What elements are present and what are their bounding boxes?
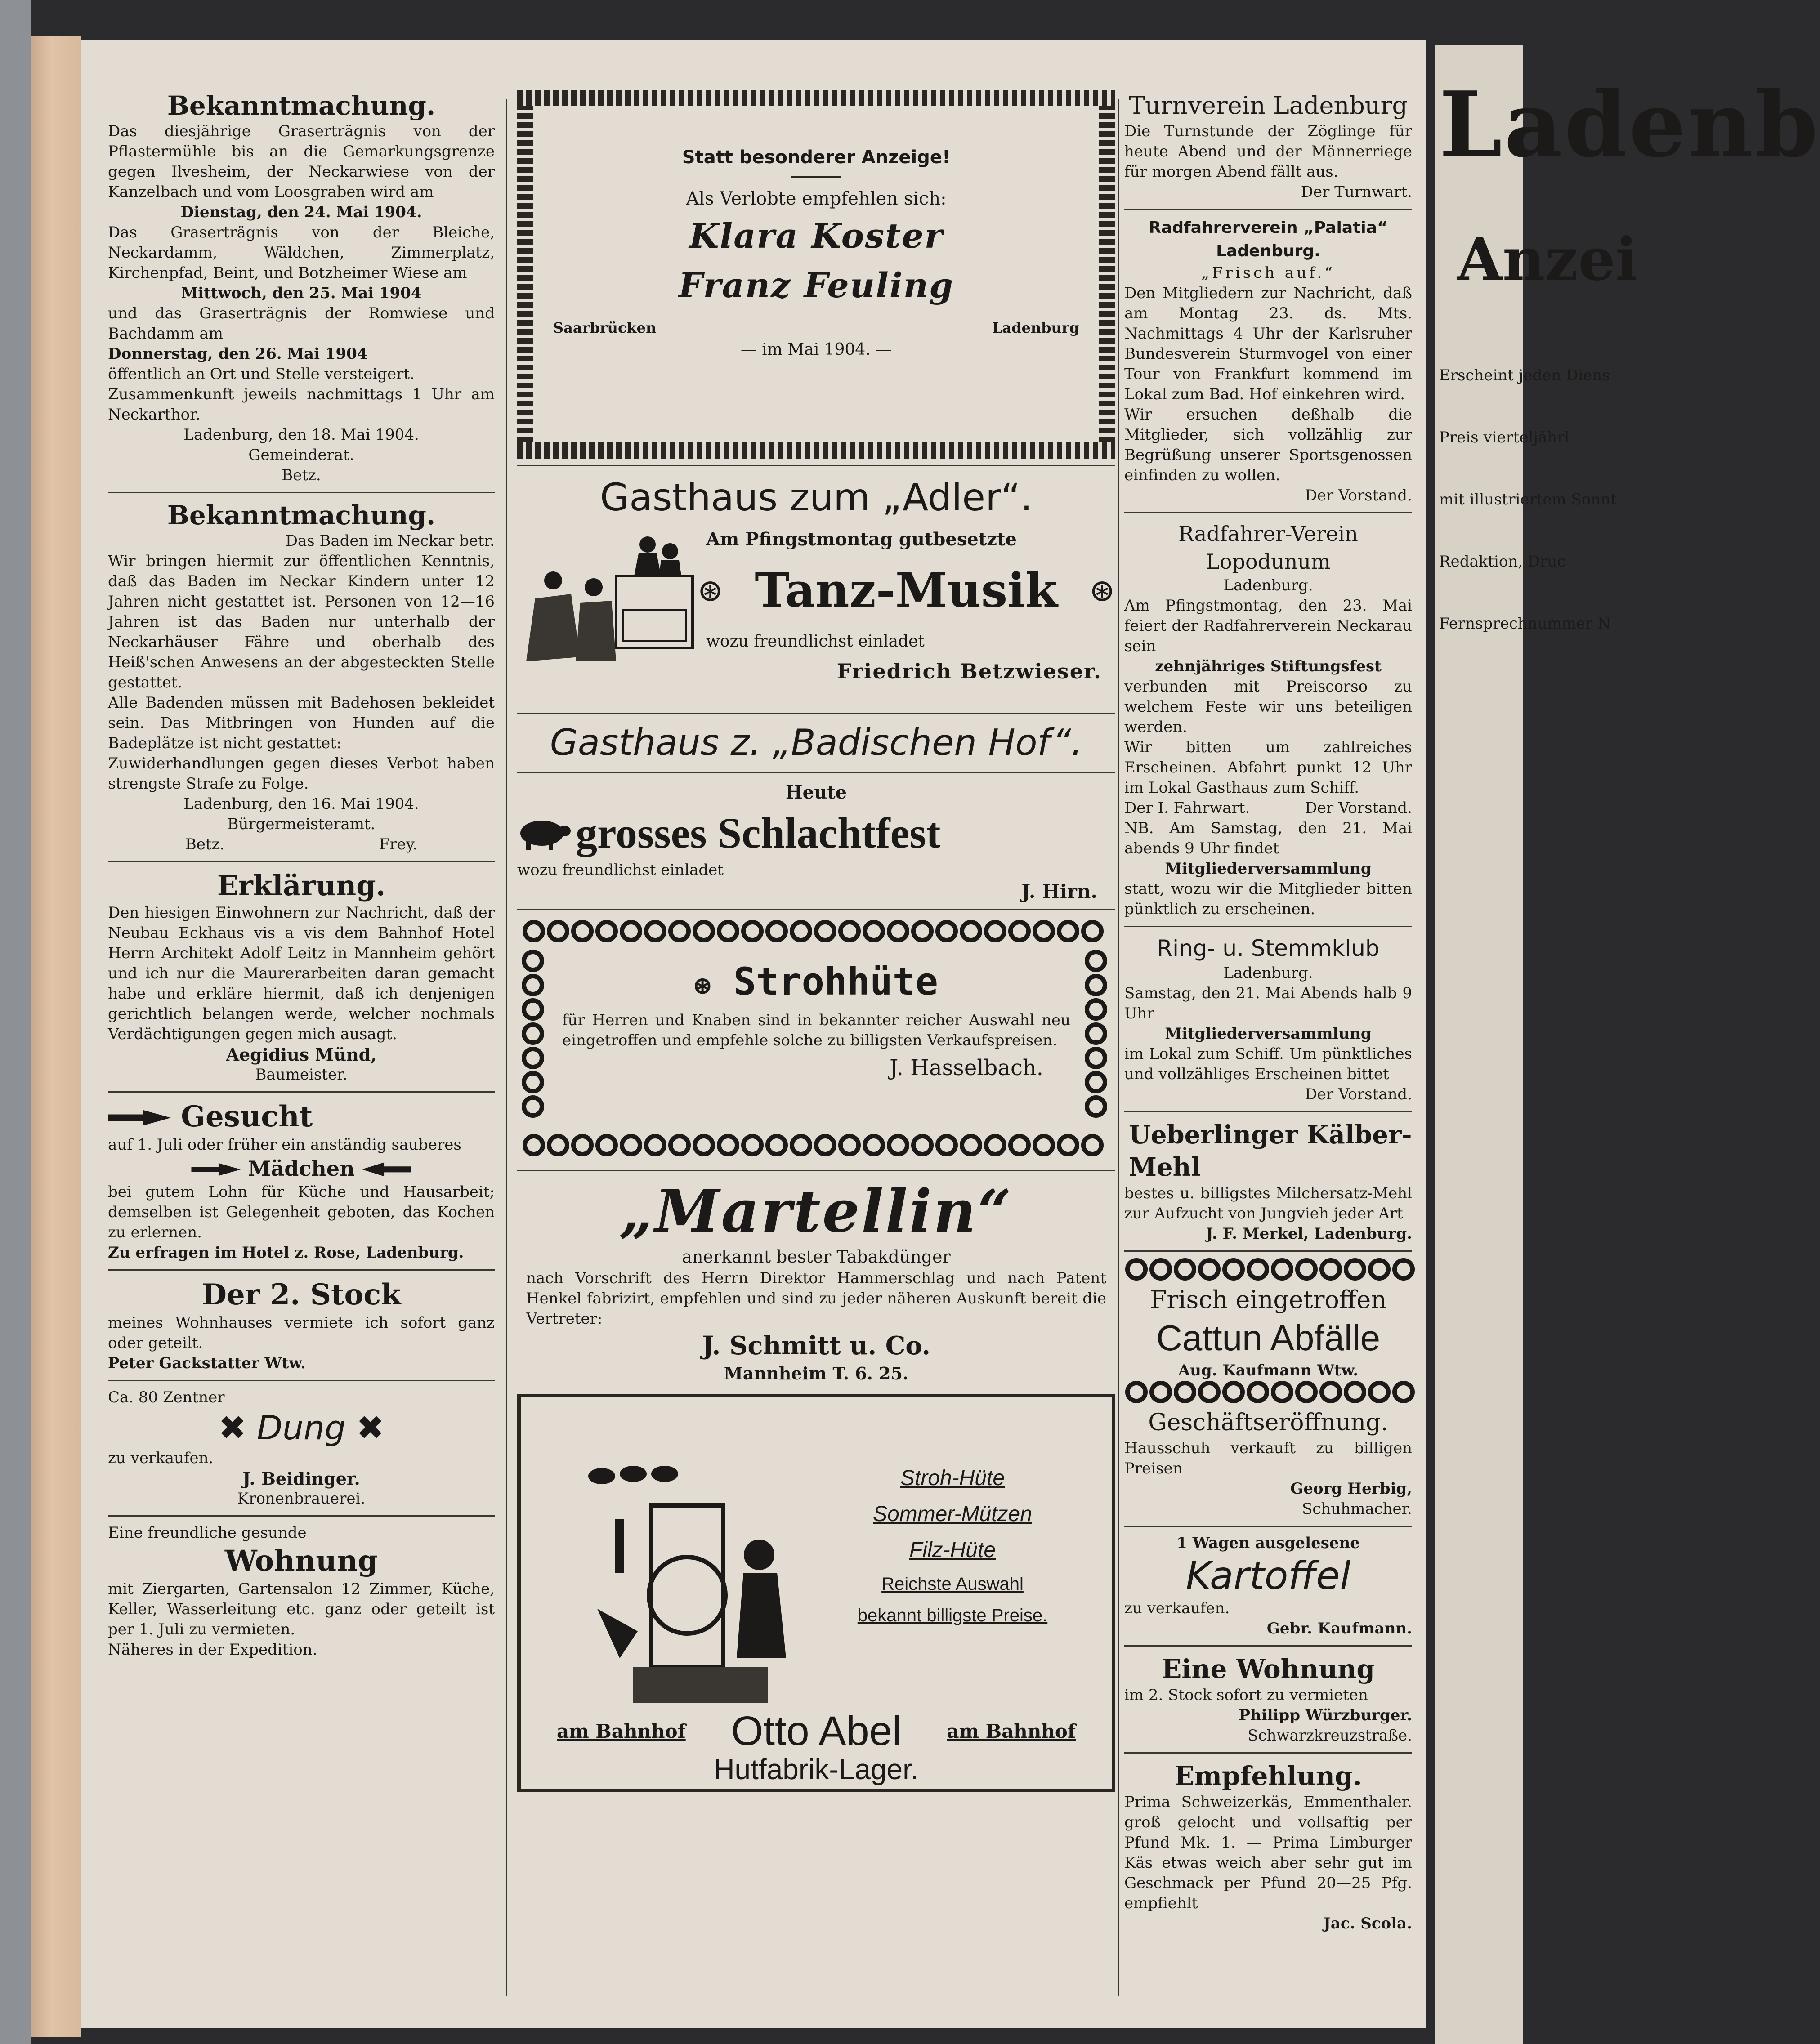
ad-title: Gesucht <box>181 1100 313 1134</box>
divider <box>1124 1250 1412 1252</box>
divider <box>1124 926 1412 927</box>
hutfabrik-location: am Bahnhof <box>557 1720 686 1742</box>
column-rule <box>506 99 507 1996</box>
ad-body: Zuwiderhandlungen gegen dieses Verbot haben strengste Strafe zu Folge. <box>108 754 495 793</box>
page-edge <box>31 36 81 2037</box>
ad-body: Den hiesigen Einwohnern zur Nachricht, daß der Neubau Eckhaus vis a vis dem Bahnhof Hotel Herrn Architekt Adolf Leitz in Mannheim gehört und ich nur die Maurerarbeiten daran gemacht habe und erkläre hiermit, daß ich denjenigen gerichtlich belangen werde, welcher nochmals Verdächtigungen gegen mich ausagt. <box>108 904 495 1043</box>
ad-title: Der 2. Stock <box>201 1278 401 1312</box>
ad-bekanntmachung-baden <box>108 500 495 855</box>
ad-name: Jac. Scola. <box>1323 1915 1412 1932</box>
ad-signature: Betz. <box>282 466 321 484</box>
ad-geschaeft <box>1124 1407 1412 1519</box>
ad-hutfabrik <box>517 1394 1115 1792</box>
ad-dung <box>108 1388 495 1509</box>
rule <box>791 176 841 178</box>
adjacent-line: Fernsprechnummer N <box>1439 615 1611 633</box>
ad-contact: Zu erfragen im Hotel z. Rose, Ladenburg. <box>108 1244 464 1262</box>
ad-headline: Strohhüte <box>733 960 938 1004</box>
ad-body: auf 1. Juli oder früher ein anständig sauberes <box>108 1136 461 1154</box>
engagement-place: Ladenburg <box>992 319 1079 336</box>
ad-title: Gasthaus zum „Adler“. <box>600 475 1033 519</box>
column-rule <box>1118 99 1119 1996</box>
strohhuete-content <box>562 957 1070 1080</box>
ad-name: J. Hasselbach. <box>890 1055 1043 1080</box>
ad-headline: grosses Schlachtfest <box>576 809 941 857</box>
ad-place: Kronenbrauerei. <box>237 1490 366 1508</box>
ad-body: nach Vorschrift des Herrn Direktor Hammerschlag und nach Patent Henkel fabrizirt, empfehlen und sind zu jeder näheren Auskunft bereit die Vertreter: <box>526 1269 1106 1328</box>
ad-place: Ladenburg. <box>1223 576 1313 594</box>
ad-wohnung <box>108 1523 495 1660</box>
ad-title: Dung <box>257 1409 346 1447</box>
divider <box>517 909 1115 910</box>
ad-invite: wozu freundlichst einladet <box>706 632 925 651</box>
cross-icon: ✖ <box>356 1409 385 1447</box>
ring-border <box>1124 1258 1412 1284</box>
ad-date: Mittwoch, den 25. Mai 1904 <box>181 284 422 302</box>
divider <box>1124 1645 1412 1647</box>
ad-item-row <box>108 1155 495 1182</box>
ornamental-border <box>517 106 533 442</box>
hutfabrik-item: Stroh-Hüte <box>900 1466 1005 1490</box>
ad-body: zu verkaufen. <box>108 1449 214 1467</box>
pointing-hand-icon <box>191 1161 241 1179</box>
ad-kaelbermehl <box>1124 1119 1412 1244</box>
ad-date: Dienstag, den 24. Mai 1904. <box>180 203 422 221</box>
ad-signature: Der Turnwart. <box>1301 183 1412 201</box>
ad-body: bestes u. billigstes Milchersatz-Mehl zur Aufzucht von Jungvieh jeder Art <box>1124 1184 1412 1223</box>
adjacent-line: Erscheint jeden Diens <box>1439 366 1610 384</box>
ad-signature: Der Vorstand. <box>1305 486 1412 504</box>
divider <box>1124 1526 1412 1527</box>
ad-turnverein <box>1124 90 1412 202</box>
ad-event: Mitgliederversammlung <box>1165 1025 1372 1043</box>
ad-role: Schuhmacher. <box>1302 1500 1412 1518</box>
ad-title: Kartoffel <box>1185 1553 1351 1598</box>
ad-event: Mitgliederversammlung <box>1165 860 1372 878</box>
ad-place-date: Ladenburg, den 18. Mai 1904. <box>183 426 419 444</box>
divider <box>108 1269 495 1271</box>
divider <box>517 1170 1115 1171</box>
ad-signature: Der I. Fahrwart. <box>1124 799 1250 817</box>
divider <box>517 772 1115 773</box>
ad-title-row <box>108 1408 495 1448</box>
divider <box>108 1515 495 1517</box>
ad-body: verbunden mit Preiscorso zu welchem Feste wir uns beteiligen werden. <box>1124 678 1412 736</box>
ad-name: Aegidius Münd, <box>226 1044 377 1065</box>
ring-border <box>522 920 1111 946</box>
column-1 <box>108 90 495 1660</box>
ad-authority: Gemeinderat. <box>248 446 354 464</box>
ring-border <box>522 1134 1111 1160</box>
ad-signatures <box>1124 798 1412 818</box>
ad-invite: wozu freundlichst einladet <box>517 861 724 879</box>
ring-border <box>522 948 548 1132</box>
ad-lead: 1 Wagen ausgelesene <box>1176 1534 1360 1552</box>
ad-motto: „Frisch auf.“ <box>1201 264 1335 282</box>
ad-name: J. Hirn. <box>1021 880 1097 902</box>
ad-body: zu verkaufen. <box>1124 1599 1230 1617</box>
ad-badischer-hof <box>517 720 1115 902</box>
adjacent-subhead: Anzei <box>1457 225 1638 294</box>
divider <box>1124 1752 1412 1754</box>
ad-body: Samstag, den 21. Mai Abends halb 9 Uhr <box>1124 984 1412 1022</box>
pointing-hand-icon <box>362 1160 411 1180</box>
adjacent-lines <box>1439 324 1617 675</box>
ad-title: Ring- u. Stemmklub <box>1157 935 1380 961</box>
divider <box>108 861 495 862</box>
ornament-icon: ⊛ <box>1089 571 1115 609</box>
ad-bekanntmachung-gras <box>108 90 495 486</box>
ad-erklaerung <box>108 869 495 1085</box>
ad-body: Die Turnstunde der Zöglinge für heute Abend und der Männerriege für morgen Abend fällt aus. <box>1124 122 1412 181</box>
ad-title-row <box>108 1099 495 1135</box>
ad-headline: Tanz-Musik <box>755 562 1058 618</box>
ring-border <box>1085 948 1111 1132</box>
ad-contact: Näheres in der Expedition. <box>108 1641 317 1659</box>
ad-title: Ueberlinger Kälber-Mehl <box>1129 1120 1412 1182</box>
ad-body: Das diesjährige Graserträgnis von der Pflastermühle bis an die Gemarkungsgrenze gegen Ilvesheim, der Neckarwiese von der Kanzelbach und vom Loosgraben wird am <box>108 122 495 201</box>
ad-name: J. F. Merkel, Ladenburg. <box>1206 1225 1412 1243</box>
ad-amount: Ca. 80 Zentner <box>108 1388 225 1406</box>
ad-body: Zusammenkunft jeweils nachmittags 1 Uhr am Neckarthor. <box>108 385 495 424</box>
ad-body: Am Pfingstmontag, den 23. Mai feiert der Radfahrerverein Neckarau sein <box>1124 597 1412 655</box>
ad-body: Wir bitten um zahlreiches Erscheinen. Abfahrt punkt 12 Uhr im Lokal Gasthaus zum Schiff. <box>1124 738 1412 797</box>
ad-empfehlung <box>1124 1760 1412 1934</box>
ad-title: Empfehlung. <box>1174 1761 1362 1791</box>
ad-title: Radfahrer-Verein Lopodunum <box>1178 522 1358 574</box>
ad-lopodunum <box>1124 520 1412 919</box>
ad-place-date: Ladenburg, den 16. Mai 1904. <box>183 795 419 813</box>
ad-body: Alle Badenden müssen mit Badehosen bekleidet sein. Das Mitbringen von Hunden auf die Badeplätze ist nicht gestattet: <box>108 694 495 752</box>
ad-signature: Der Vorstand. <box>1305 799 1412 817</box>
ad-cattun <box>1124 1258 1412 1407</box>
ad-headline-row <box>562 957 1070 1010</box>
ad-title: Gasthaus z. „Badischen Hof“. <box>550 722 1083 763</box>
divider <box>1124 1111 1412 1112</box>
ad-name: Friedrich Betzwieser. <box>836 659 1102 683</box>
ad-gesucht <box>108 1099 495 1263</box>
ad-signature: Betz. <box>185 835 225 853</box>
ad-martellin <box>517 1178 1115 1385</box>
ad-authority: Bürgermeisteramt. <box>227 815 376 833</box>
engagement-head: Statt besonderer Anzeige! <box>682 147 951 168</box>
ad-body: im Lokal zum Schiff. Um pünktliches und vollzähliges Erscheinen bittet <box>1124 1045 1412 1083</box>
ad-verlobung <box>517 90 1115 459</box>
ad-signature: Frey. <box>379 835 418 853</box>
ad-body: Hausschuh verkauft zu billigen Preisen <box>1124 1439 1412 1477</box>
hutfabrik-line: Reichste Auswahl <box>881 1574 1024 1594</box>
pointing-hand-icon <box>108 1108 171 1130</box>
ad-title: Eine Wohnung <box>1162 1654 1375 1684</box>
hutfabrik-subtitle: Hutfabrik-Lager. <box>714 1753 919 1785</box>
ornamental-border <box>1099 106 1115 442</box>
divider <box>108 1380 495 1381</box>
divider <box>1124 512 1412 513</box>
ad-kartoffel <box>1124 1533 1412 1639</box>
ad-body: Das Graserträgnis von der Bleiche, Neckardamm, Wäldchen, Zimmerplatz, Kirchenpfad, Beint, und Botzheimer Wiese am <box>108 223 495 282</box>
engagement-content <box>553 144 1079 363</box>
ad-strohhuete <box>517 916 1115 1164</box>
hutfabrik-item: Sommer-Mützen <box>873 1502 1032 1526</box>
engagement-places <box>553 319 1079 336</box>
ad-line: Am Pfingstmontag gutbesetzte <box>706 529 1017 550</box>
engagement-place: Saarbrücken <box>553 319 657 336</box>
divider <box>517 713 1115 714</box>
ad-body: Wir ersuchen deßhalb die Mitglieder, sich vollzählig zur Begrüßung unserer Sportsgenossen einfinden zu wollen. <box>1124 406 1412 484</box>
ad-subtitle: anerkannt bester Tabakdünger <box>682 1247 951 1267</box>
engagement-date: — im Mai 1904. — <box>740 340 892 359</box>
divider <box>517 465 1115 466</box>
adjacent-masthead: Ladenb <box>1439 72 1820 178</box>
ornamental-border <box>517 90 1115 106</box>
ad-body: öffentlich an Ort und Stelle versteigert. <box>108 365 415 383</box>
ad-body: meines Wohnhauses vermiete ich sofort ganz oder geteilt. <box>108 1314 495 1352</box>
hutfabrik-item: Filz-Hüte <box>909 1538 996 1562</box>
divider <box>108 1091 495 1093</box>
ad-title: Geschäftseröffnung. <box>1148 1409 1388 1436</box>
hat-press-illustration <box>570 1460 849 1730</box>
ornament-icon: ⊛ <box>694 970 711 1001</box>
ad-body: bei gutem Lohn für Küche und Hausarbeit; demselben ist Gelegenheit geboten, das Kochen zu erlernen. <box>108 1183 495 1241</box>
ad-name: Peter Gackstatter Wtw. <box>108 1354 306 1372</box>
engaged-name: Klara Koster <box>689 216 944 256</box>
ad-wohnung-2 <box>1124 1653 1412 1746</box>
adjacent-line: mit illustriertem Sonnt <box>1439 491 1617 509</box>
ad-name: Georg Herbig, <box>1290 1480 1412 1498</box>
ad-name: J. Schmitt u. Co. <box>702 1331 931 1361</box>
ad-title: Bekanntmachung. <box>167 90 436 121</box>
divider <box>108 492 495 493</box>
ad-headline-row <box>697 562 1115 618</box>
ad-title: Turnverein Ladenburg <box>1129 91 1408 120</box>
cross-icon: ✖ <box>218 1409 246 1447</box>
ad-body: statt, wozu wir die Mitglieder bitten pünktlich zu erscheinen. <box>1124 880 1412 918</box>
column-2 <box>517 90 1115 1792</box>
ad-stemmklub <box>1124 933 1412 1105</box>
adjacent-line: Preis vierteljährl <box>1439 428 1570 446</box>
ad-body: Wir bringen hiermit zur öffentlichen Kenntnis, daß das Baden im Neckar Kindern unter 12 Jahren nicht gestattet ist. Personen von 12—16 Jahren ist das Baden nur unterhalb der Neckarhäuser Fähre und oberhalb des Heiß'schen Anwesens an der abgesteckten Stelle gestattet. <box>108 552 495 692</box>
ad-place: Mannheim T. 6. 25. <box>724 1363 909 1383</box>
ad-lead: Eine freundliche gesunde <box>108 1524 307 1542</box>
ad-signature: Der Vorstand. <box>1305 1085 1412 1103</box>
ad-lead: Frisch eingetroffen <box>1149 1285 1387 1314</box>
ad-role: Baumeister. <box>255 1066 348 1084</box>
ad-body: Den Mitgliedern zur Nachricht, daß am Montag 23. ds. Mts. Nachmittags 4 Uhr der Karlsruher Bundesverein Sturmvogel von einer Tour von Frankfurt kommend im Lokal zum Bad. Hof einkehren wird. <box>1124 284 1412 403</box>
ad-title: Bekanntmachung. <box>167 500 436 531</box>
ad-title: Erklärung. <box>217 869 386 902</box>
ad-line: Heute <box>785 782 847 803</box>
hutfabrik-location: am Bahnhof <box>947 1720 1076 1742</box>
ad-item: Mädchen <box>248 1156 355 1181</box>
book-spine <box>0 0 31 2044</box>
ad-title: Cattun Abfälle <box>1156 1318 1381 1358</box>
ad-place: Schwarzkreuzstraße. <box>1248 1727 1412 1745</box>
ad-date: Donnerstag, den 26. Mai 1904 <box>108 345 368 363</box>
ad-headline-row <box>517 806 1115 860</box>
ring-border <box>1124 1381 1412 1407</box>
hutfabrik-name-row <box>557 1708 1076 1755</box>
column-3 <box>1124 90 1412 1934</box>
ad-place: Ladenburg. <box>1223 964 1313 982</box>
ad-stock <box>108 1277 495 1374</box>
divider <box>1124 209 1412 210</box>
adjacent-page <box>1435 45 1820 2044</box>
ad-name: J. Beidinger. <box>242 1468 360 1489</box>
ad-body: für Herren und Knaben sind in bekannter reicher Auswahl neu eingetroffen und empfehle solche zu billigsten Verkaufspreisen. <box>562 1011 1070 1049</box>
hutfabrik-line: bekannt billigste Preise. <box>857 1606 1048 1625</box>
pig-icon <box>517 815 571 851</box>
ad-title: Wohnung <box>224 1544 378 1578</box>
ad-palatia <box>1124 216 1412 506</box>
ad-body: und das Graserträgnis der Romwiese und Bachdamm am <box>108 304 495 343</box>
ad-body: im 2. Stock sofort zu vermieten <box>1124 1686 1368 1704</box>
ad-event: zehnjähriges Stiftungsfest <box>1155 657 1382 675</box>
ad-title: Radfahrerverein „Palatia“ Ladenburg. <box>1149 219 1388 260</box>
ornamental-border <box>517 442 1115 459</box>
ad-body: NB. Am Samstag, den 21. Mai abends 9 Uhr findet <box>1124 819 1412 857</box>
hutfabrik-items <box>854 1460 1051 1631</box>
ad-name: Philipp Würzburger. <box>1239 1706 1412 1724</box>
engaged-name: Franz Feuling <box>678 265 954 305</box>
adjacent-line: Redaktion, Druc <box>1439 553 1566 571</box>
ad-name: Aug. Kaufmann Wtw. <box>1178 1361 1359 1379</box>
hutfabrik-name: Otto Abel <box>731 1708 902 1754</box>
dancers-illustration <box>526 527 697 675</box>
ad-adler <box>517 473 1115 706</box>
ad-signatures <box>108 835 495 855</box>
ad-subject: Das Baden im Neckar betr. <box>285 532 495 550</box>
ad-body: mit Ziergarten, Gartensalon 12 Zimmer, Küche, Keller, Wasserleitung etc. ganz oder geteilt ist per 1. Juli zu vermieten. <box>108 1580 495 1638</box>
ornament-icon: ⊛ <box>697 571 724 609</box>
ad-name: Gebr. Kaufmann. <box>1266 1620 1412 1638</box>
ad-body: Prima Schweizerkäs, Emmenthaler. groß gelocht und vollsaftig per Pfund Mk. 1. — Prima Limburger Käs etwas weich aber sehr gut im Geschmack per Pfund 20—25 Pfg. empfiehlt <box>1124 1793 1412 1912</box>
engagement-lead: Als Verlobte empfehlen sich: <box>686 188 947 209</box>
ad-title: „Martellin“ <box>619 1177 1013 1245</box>
